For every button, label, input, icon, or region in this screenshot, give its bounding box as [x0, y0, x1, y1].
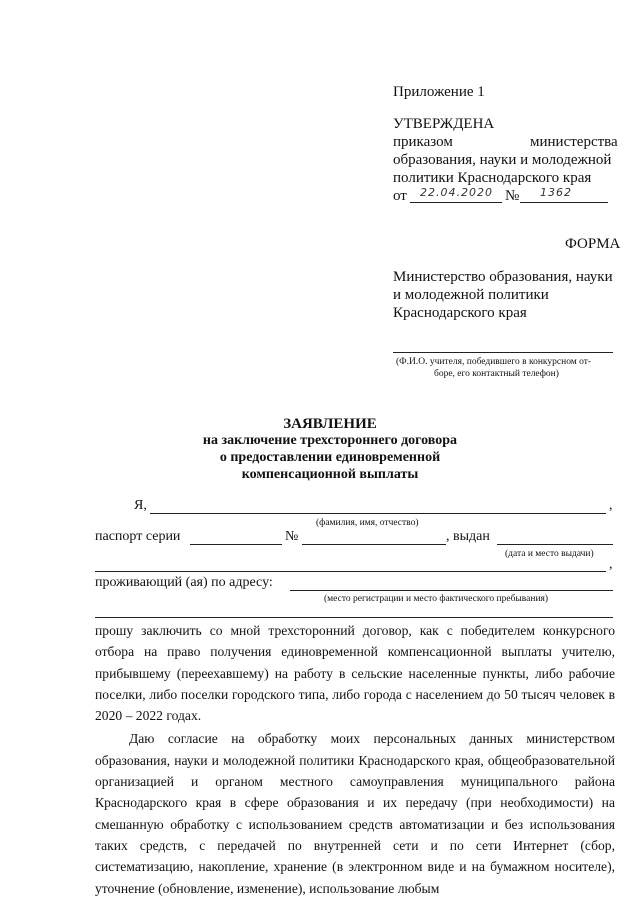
ministry-word: министерства: [530, 134, 618, 150]
fio-comma: ,: [609, 498, 613, 513]
order-line-2: образования, науки и молодежной: [393, 152, 612, 168]
address-hint: (место регистрации и место фактического пребывания): [324, 594, 549, 604]
addressee-line-3: Краснодарского края: [393, 305, 527, 321]
addressee-line-1: Министерство образования, науки: [393, 269, 613, 285]
form-label: ФОРМА: [565, 236, 621, 252]
appendix-label: Приложение 1: [393, 84, 485, 100]
addressee-line-2: и молодежной политики: [393, 287, 549, 303]
address-line[interactable]: [290, 590, 613, 591]
title-line-3: компенсационной выплаты: [241, 467, 419, 482]
title-line-1: на заключение трехстороннего договора: [202, 433, 458, 448]
date-underline: [410, 202, 502, 203]
issued-continuation-line[interactable]: [95, 571, 606, 572]
request-paragraph: прошу заключить со мной трехсторонний договор, как с победителем конкурсного отбора на право получения единовременной компенсационной выплаты учителю, прибывшему (переехавшему) на работу в сельские населенные пункты, либо рабочие поселки, либо поселки городского типа, либо города с населением до 50 тысяч человек в 2020 – 2022 годах.: [95, 623, 615, 724]
passport-number-label: №: [285, 529, 299, 544]
address-continuation-line[interactable]: [95, 617, 613, 618]
passport-series-line[interactable]: [190, 544, 282, 545]
order-word: приказом: [393, 134, 453, 150]
title-line-2: о предоставлении единовременной: [219, 450, 441, 465]
date-prefix: от: [393, 188, 407, 204]
issued-line[interactable]: [497, 544, 613, 545]
applicant-hint-1: (Ф.И.О. учителя, победившего в конкурсном от-: [396, 357, 592, 367]
passport-label: паспорт серии: [95, 529, 181, 544]
approved-label: УТВЕРЖДЕНА: [393, 116, 495, 132]
body-text: [95, 620, 615, 899]
document-title: ЗАЯВЛЕНИЕ: [283, 416, 377, 432]
order-line-3: политики Краснодарского края: [393, 170, 592, 186]
number-underline: [520, 202, 608, 203]
fio-input-line[interactable]: [150, 513, 606, 514]
fio-hint: (фамилия, имя, отчество): [316, 518, 419, 528]
issued-label: , выдан: [446, 529, 490, 544]
residing-label: проживающий (ая) по адресу:: [95, 575, 273, 590]
issued-comma: ,: [609, 557, 613, 572]
applicant-name-line: [393, 352, 613, 353]
consent-paragraph: Даю согласие на обработку моих персональных данных министерством образования, науки и молодежной политики Краснодарского края, общеобразовательной организацией и органом местного самоуправления муниципального района Краснодарского края в сфере образования и их передачу (при необходимости) на смешанную обработку с использованием средств автоматизации и без использования таких средств, с передачей по внутренней сети и по сети Интернет (сбор, систематизацию, накопление, хранение (в электронном виде и на бумажном носителе), уточнение (обновление, изменение), использование любым: [95, 731, 615, 896]
applicant-hint-2: боре, его контактный телефон): [434, 369, 559, 379]
date-handwritten: 22.04.2020: [420, 186, 493, 199]
issued-hint: (дата и место выдачи): [505, 549, 594, 559]
number-prefix: №: [505, 188, 520, 204]
passport-number-line[interactable]: [302, 544, 446, 545]
i-label: Я,: [134, 498, 147, 513]
number-handwritten: 1362: [540, 186, 572, 199]
